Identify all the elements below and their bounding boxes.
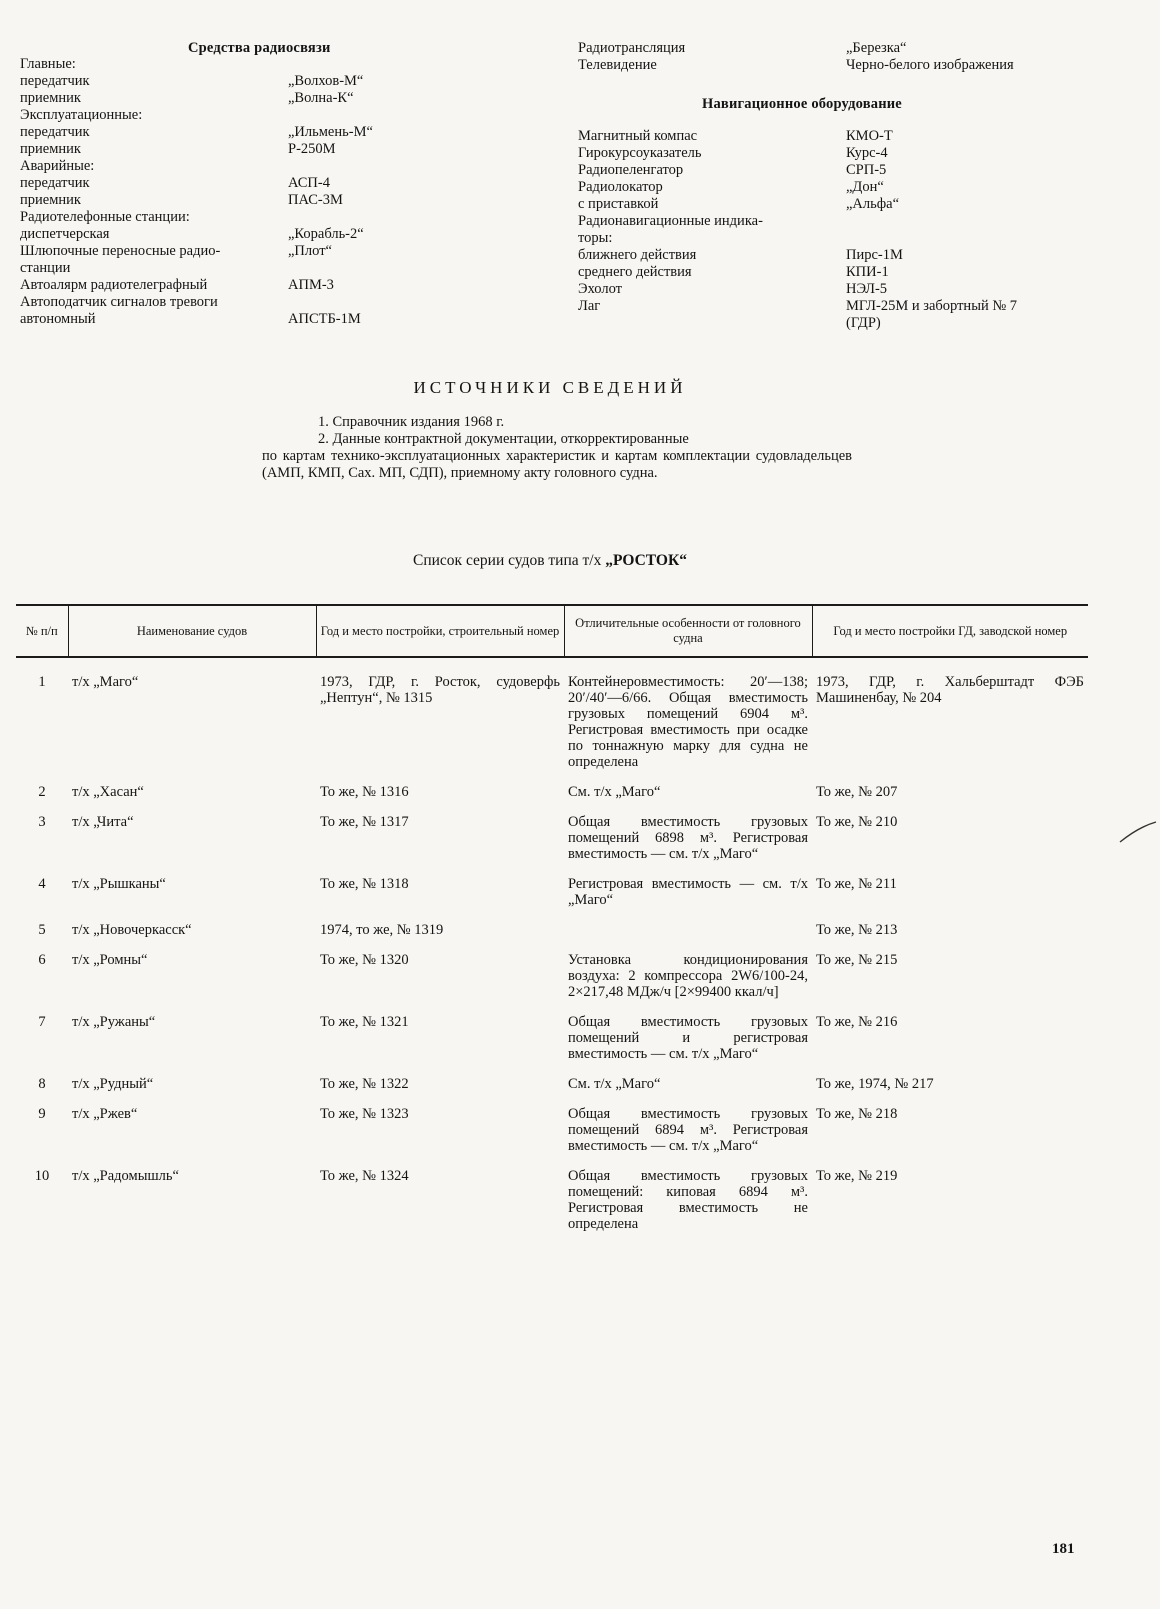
build-info: То же, № 1323	[320, 1106, 409, 1122]
page-number: 181	[1052, 1541, 1075, 1557]
equipment-row	[20, 294, 550, 311]
equipment-row	[20, 90, 550, 107]
table-title-prefix: Список серии судов типа т/х	[413, 552, 606, 569]
equipment-name: Радиотрансляция	[578, 40, 686, 56]
equipment-value: АПМ-3	[288, 277, 334, 293]
equipment-value: „Корабль-2“	[288, 226, 364, 242]
equipment-name: передатчик	[20, 124, 90, 140]
equipment-name: Лаг	[578, 298, 601, 314]
equipment-row	[20, 226, 550, 243]
equipment-value	[846, 213, 1138, 230]
header-engine: Год и место постройки ГД, заводской номер	[812, 605, 1088, 657]
build-info: 1973, ГДР, г. Росток, судоверфь „Нептун“, № 1315	[320, 674, 560, 706]
table-row	[16, 1168, 1088, 1246]
source-item-2-rest: по картам технико-эксплуатационных характеристик и картам комплектации судовладельцев (АМП, КМП, Сах. МП, СДП), приемному акту головного судна.	[262, 448, 852, 481]
row-number: 9	[38, 1106, 46, 1122]
equipment-name: приемник	[20, 141, 81, 157]
row-number: 1	[38, 674, 46, 690]
ship-name: т/х „Рудный“	[72, 1076, 154, 1092]
equipment-row	[20, 243, 550, 260]
distinguishing-features: Общая вместимость грузовых помещений 6894 м³. Регистровая вместимость — см. т/х „Маго“	[568, 1106, 808, 1154]
equipment-name: Радиолокатор	[578, 179, 663, 195]
equipment-value: АПСТБ-1М	[288, 311, 361, 327]
ship-name: т/х „Радомышль“	[72, 1168, 179, 1184]
equipment-row	[578, 281, 1138, 298]
equipment-row	[20, 260, 550, 277]
build-info: 1974, то же, № 1319	[320, 922, 444, 938]
equipment-row	[20, 141, 550, 158]
table-row	[16, 784, 1088, 814]
equipment-value: (ГДР)	[846, 315, 881, 331]
equipment-value: СРП-5	[846, 162, 887, 178]
ship-name: т/х „Ржев“	[72, 1106, 138, 1122]
build-info: То же, № 1324	[320, 1168, 409, 1184]
row-number: 7	[38, 1014, 46, 1030]
equipment-row	[578, 213, 1138, 230]
equipment-name: диспетчерская	[20, 226, 110, 242]
table-row	[16, 876, 1088, 922]
engine-info: То же, № 210	[816, 814, 898, 830]
navigation-section-title: Навигационное оборудование	[702, 96, 902, 112]
equipment-value: ПАС-3М	[288, 192, 343, 208]
equipment-row	[20, 311, 550, 328]
equipment-name: Шлюпочные переносные радио-	[20, 243, 221, 259]
table-row	[16, 922, 1088, 952]
equipment-row	[20, 277, 550, 294]
row-number: 2	[38, 784, 46, 800]
equipment-value: НЭЛ-5	[846, 281, 888, 297]
radio-equipment-list	[20, 56, 550, 328]
equipment-name: Гирокурсоуказатель	[578, 145, 702, 161]
row-number: 10	[34, 1168, 50, 1184]
radio-section-title: Средства радиосвязи	[188, 40, 331, 56]
equipment-value: КМО-Т	[846, 128, 893, 144]
equipment-row	[20, 158, 550, 175]
build-info: То же, № 1322	[320, 1076, 409, 1092]
engine-info: То же, № 219	[816, 1168, 898, 1184]
sources-list	[262, 414, 852, 482]
radio-equipment-section	[20, 40, 550, 328]
source-item-2-first-line: 2. Данные контрактной документации, откорректированные	[318, 431, 689, 447]
equipment-value: „Волхов-М“	[288, 73, 364, 89]
equipment-name: Телевидение	[578, 57, 657, 73]
table-title	[0, 552, 1100, 570]
equipment-name	[578, 315, 846, 332]
distinguishing-features: Общая вместимость грузовых помещений 6898 м³. Регистровая вместимость — см. т/х „Маго“	[568, 814, 808, 862]
equipment-name: передатчик	[20, 175, 90, 191]
header-ship-name: Наименование судов	[68, 605, 316, 657]
equipment-row	[20, 107, 550, 124]
build-info: То же, № 1316	[320, 784, 409, 800]
equipment-row	[578, 196, 1138, 213]
equipment-value	[846, 230, 1138, 247]
equipment-name: Главные:	[20, 56, 76, 72]
engine-info: То же, № 218	[816, 1106, 898, 1122]
equipment-name: среднего действия	[578, 264, 692, 280]
equipment-name: Эксплуатационные:	[20, 107, 143, 123]
pen-mark-icon	[1118, 820, 1158, 844]
equipment-value	[288, 260, 550, 277]
distinguishing-features: Регистровая вместимость — см. т/х „Маго“	[568, 876, 808, 908]
equipment-value: Пирс-1М	[846, 247, 903, 263]
equipment-value: „Дон“	[846, 179, 884, 195]
equipment-value: „Березка“	[846, 40, 907, 56]
equipment-value: МГЛ-25М и забортный № 7	[846, 298, 1018, 314]
table-row	[16, 1106, 1088, 1168]
engine-info: То же, № 211	[816, 876, 897, 892]
distinguishing-features: Контейнеровместимость: 20′—138; 20′/40′—6/66. Общая вместимость грузовых помещений 6904 м³. Регистровая вместимость при осадке по тоннажную марку для судна не определена	[568, 674, 808, 770]
equipment-row	[578, 298, 1138, 315]
equipment-value	[288, 56, 550, 73]
source-item-1: 1. Справочник издания 1968 г.	[318, 414, 505, 430]
equipment-name: Автоподатчик сигналов тревоги	[20, 294, 218, 310]
equipment-row	[578, 264, 1138, 281]
equipment-name: приемник	[20, 192, 81, 208]
equipment-name: с приставкой	[578, 196, 659, 212]
sources-title: ИСТОЧНИКИ СВЕДЕНИЙ	[413, 378, 687, 397]
equipment-name: Магнитный компас	[578, 128, 698, 144]
equipment-name: автономный	[20, 311, 96, 327]
equipment-row	[578, 315, 1138, 332]
equipment-value: „Альфа“	[846, 196, 900, 212]
equipment-value	[288, 158, 550, 175]
header-features: Отличительные особенности от головного судна	[564, 605, 812, 657]
equipment-row	[578, 247, 1138, 264]
equipment-name: станции	[20, 260, 71, 276]
equipment-row	[20, 175, 550, 192]
ship-name: т/х „Хасан“	[72, 784, 144, 800]
ship-name: т/х „Ромны“	[72, 952, 148, 968]
table-body	[16, 657, 1088, 1246]
navigation-equipment-section	[578, 40, 1138, 332]
engine-info: То же, № 216	[816, 1014, 898, 1030]
equipment-row	[578, 57, 1138, 74]
equipment-row	[20, 192, 550, 209]
distinguishing-features: Установка кондиционирования воздуха: 2 компрессора 2W6/100-24, 2×217,48 МДж/ч [2×99400 ккал/ч]	[568, 952, 808, 1000]
equipment-value: Р-250М	[288, 141, 336, 157]
row-number: 8	[38, 1076, 46, 1092]
ship-name: т/х „Рышканы“	[72, 876, 166, 892]
equipment-row	[578, 230, 1138, 247]
broadcast-list	[578, 40, 1138, 74]
equipment-name: Автоалярм радиотелеграфный	[20, 277, 208, 293]
equipment-name: приемник	[20, 90, 81, 106]
equipment-row	[20, 56, 550, 73]
equipment-row	[578, 40, 1138, 57]
header-built: Год и место постройки, строительный номер	[316, 605, 564, 657]
distinguishing-features: Общая вместимость грузовых помещений и регистровая вместимость — см. т/х „Маго“	[568, 1014, 808, 1062]
distinguishing-features: См. т/х „Маго“	[568, 784, 661, 800]
header-number: № п/п	[16, 605, 68, 657]
equipment-value: КПИ-1	[846, 264, 889, 280]
equipment-value: Курс-4	[846, 145, 888, 161]
equipment-name: Аварийные:	[20, 158, 95, 174]
equipment-row	[20, 124, 550, 141]
table-row	[16, 814, 1088, 876]
equipment-name: Радиопеленгатор	[578, 162, 684, 178]
engine-info: То же, № 213	[816, 922, 898, 938]
ship-name: т/х „Ружаны“	[72, 1014, 156, 1030]
equipment-row	[578, 179, 1138, 196]
table-header-row	[16, 605, 1088, 657]
equipment-name: передатчик	[20, 73, 90, 89]
equipment-name: торы:	[578, 230, 613, 246]
equipment-value: АСП-4	[288, 175, 330, 191]
build-info: То же, № 1318	[320, 876, 409, 892]
equipment-name: ближнего действия	[578, 247, 697, 263]
equipment-value: „Плот“	[288, 243, 332, 259]
row-number: 3	[38, 814, 46, 830]
engine-info: То же, 1974, № 217	[816, 1076, 934, 1092]
equipment-row	[20, 73, 550, 90]
equipment-name: Радиотелефонные станции:	[20, 209, 190, 225]
equipment-row	[578, 145, 1138, 162]
distinguishing-features: См. т/х „Маго“	[568, 1076, 661, 1092]
row-number: 4	[38, 876, 46, 892]
table-row	[16, 657, 1088, 784]
equipment-value: „Ильмень-М“	[288, 124, 373, 140]
engine-info: 1973, ГДР, г. Хальберштадт ФЭБ Машиненбау, № 204	[816, 674, 1084, 706]
table-title-ship-name: „РОСТОК“	[605, 552, 687, 569]
table-row	[16, 1076, 1088, 1106]
equipment-value	[288, 209, 550, 226]
ship-name: т/х „Новочеркасск“	[72, 922, 192, 938]
row-number: 5	[38, 922, 46, 938]
build-info: То же, № 1321	[320, 1014, 409, 1030]
ship-name: т/х „Маго“	[72, 674, 139, 690]
table-row	[16, 952, 1088, 1014]
build-info: То же, № 1320	[320, 952, 409, 968]
equipment-value: „Волна-К“	[288, 90, 354, 106]
equipment-row	[578, 128, 1138, 145]
engine-info: То же, № 215	[816, 952, 898, 968]
equipment-name: Радионавигационные индика-	[578, 213, 763, 229]
navigation-equipment-list	[578, 128, 1138, 332]
equipment-row	[578, 162, 1138, 179]
distinguishing-features	[564, 922, 812, 952]
equipment-value	[288, 107, 550, 124]
build-info: То же, № 1317	[320, 814, 409, 830]
equipment-value: Черно-белого изображения	[846, 57, 1014, 73]
distinguishing-features: Общая вместимость грузовых помещений: киповая 6894 м³. Регистровая вместимость не определена	[568, 1168, 808, 1232]
row-number: 6	[38, 952, 46, 968]
engine-info: То же, № 207	[816, 784, 898, 800]
equipment-name: Эхолот	[578, 281, 622, 297]
equipment-row	[20, 209, 550, 226]
table-row	[16, 1014, 1088, 1076]
ship-series-table	[16, 604, 1088, 1246]
equipment-value	[288, 294, 550, 311]
ship-name: т/х „Чита“	[72, 814, 134, 830]
